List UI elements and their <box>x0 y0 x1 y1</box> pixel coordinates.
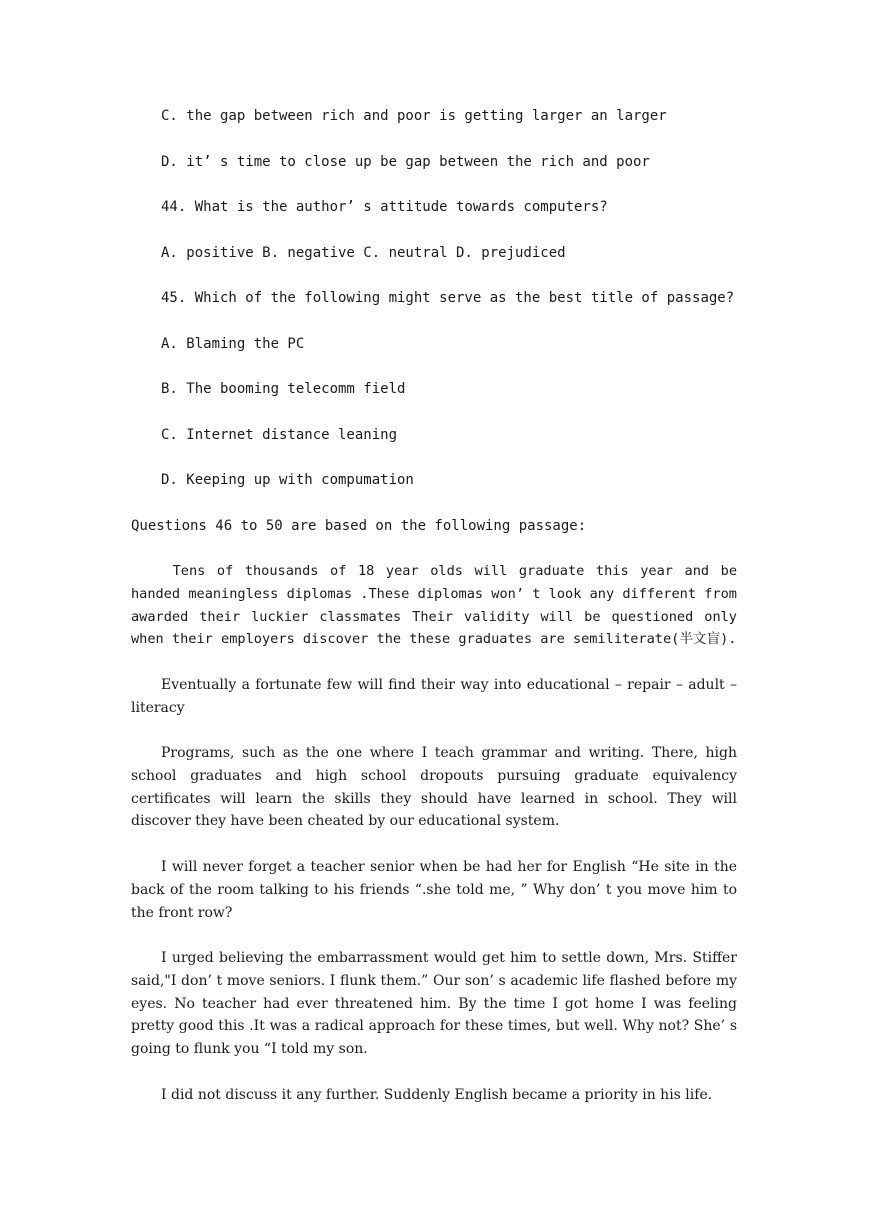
q44-question: 44. What is the author’ s attitude towards computers? <box>161 199 608 215</box>
paragraph-1-text: Tens of thousands of 18 year olds will graduate this year and be handed meaningless diplomas .These diplomas won’ t look any different from awarded their luckier classmates Their validity will be questioned only when their employers discover the these graduates are semiliterate(半文盲). <box>131 563 737 648</box>
paragraph-2-text: Eventually a fortunate few will find their way into educational – repair – adult – literacy <box>131 677 737 716</box>
q45-option-b: B. The booming telecomm field <box>161 381 406 397</box>
q44-options: A. positive B. negative C. neutral D. prejudiced <box>161 245 566 261</box>
q45-option-c: C. Internet distance leaning <box>161 427 398 443</box>
q43-option-c: C. the gap between rich and poor is getting larger an larger <box>161 108 667 124</box>
paragraph-5-text: I urged believing the embarrassment would get him to settle down, Mrs. Stiffer said,"I don’ t move seniors. I flunk them.” Our son’ s academic life flashed before my eyes. No teacher had ever threatened him. By the time I got home I was feeling pretty good this .It was a radical approach for these times, but well. Why not? She’ s going to flunk you “I told my son. <box>131 950 737 1058</box>
paragraph-5 <box>131 947 737 1061</box>
q45-question: 45. Which of the following might serve as the best title of passage? <box>161 290 735 306</box>
q43-option-d: D. it’ s time to close up be gap between the rich and poor <box>161 154 650 170</box>
paragraph-2 <box>131 674 737 720</box>
paragraph-4 <box>131 856 737 924</box>
paragraph-6 <box>131 1084 737 1107</box>
q45-option-d: D. Keeping up with compumation <box>161 472 414 488</box>
paragraph-3 <box>131 742 737 833</box>
paragraph-6-text: I did not discuss it any further. Suddenly English became a priority in his life. <box>161 1087 713 1103</box>
paragraph-3-text: Programs, such as the one where I teach grammar and writing. There, high school graduates and high school dropouts pursuing graduate equivalency certificates will learn the skills they should have learned in school. They will discover they have been cheated by our educational system. <box>131 745 737 830</box>
paragraph-1 <box>131 560 737 651</box>
q45-option-a: A. Blaming the PC <box>161 336 305 352</box>
passage-intro: Questions 46 to 50 are based on the following passage: <box>131 518 587 534</box>
paragraph-4-text: I will never forget a teacher senior when be had her for English “He site in the back of the room talking to his friends “.she told me, ” Why don’ t you move him to the front row? <box>131 859 737 921</box>
